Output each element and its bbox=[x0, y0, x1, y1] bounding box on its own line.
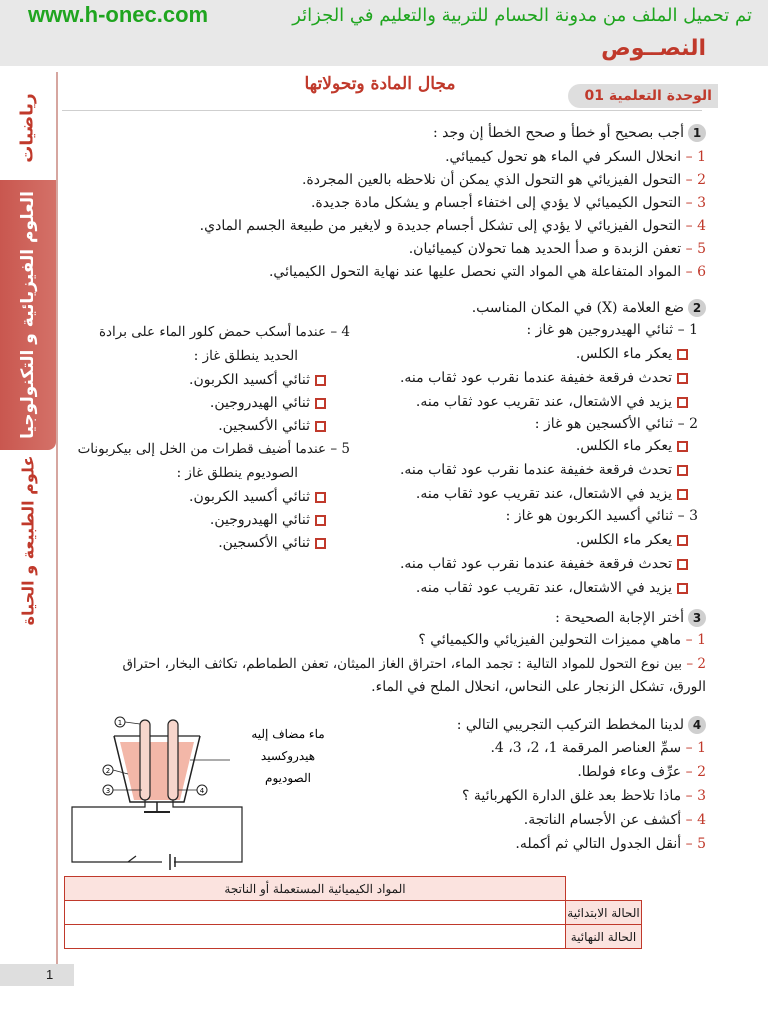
option-text: ثنائي الهيدروجين. bbox=[209, 395, 310, 411]
option-text: يزيد في الاشتعال، عند تقريب عود ثقاب منه. bbox=[415, 486, 672, 502]
item-number: 3 – bbox=[685, 788, 706, 804]
table-corner bbox=[566, 877, 642, 901]
sidebar-tab-biology[interactable] bbox=[0, 455, 56, 625]
domain-title: مجال المادة وتحولاتها bbox=[304, 74, 456, 94]
marker-1: 1 bbox=[117, 719, 123, 727]
q1-item bbox=[200, 218, 706, 234]
option-text: يزيد في الاشتعال، عند تقريب عود ثقاب منه. bbox=[415, 394, 672, 410]
option-text: يعكر ماء الكلس. bbox=[575, 438, 672, 454]
wire-left bbox=[72, 800, 162, 862]
checkbox-option[interactable] bbox=[218, 535, 326, 551]
q2-subquestion: 4 – عندما أسكب حمض كلور الماء على برادة bbox=[98, 324, 350, 340]
item-number: 1 – bbox=[685, 149, 706, 165]
option-text: ثنائي الهيدروجين. bbox=[209, 512, 310, 528]
checkbox-option[interactable] bbox=[416, 394, 688, 410]
checkbox-icon[interactable] bbox=[677, 373, 688, 384]
q2-subquestion: 1 – ثنائي الهيدروجين هو غاز : bbox=[526, 322, 698, 338]
item-number: 5 – bbox=[685, 836, 706, 852]
table-cell[interactable] bbox=[65, 925, 566, 949]
checkbox-icon[interactable] bbox=[315, 515, 326, 526]
q1-prompt-text: أجب بصحيح أو خطأ و صحح الخطأ إن وجد : bbox=[432, 125, 684, 141]
item-text: انحلال السكر في الماء هو تحول كيميائي. bbox=[445, 149, 682, 165]
checkbox-icon[interactable] bbox=[677, 397, 688, 408]
option-text: ثنائي الأكسجين. bbox=[218, 418, 310, 434]
item-text: المواد المتفاعلة هي المواد التي نحصل عليها عند نهاية التحول الكيميائي. bbox=[268, 264, 682, 280]
option-text: تحدث فرقعة خفيفة عندما نقرب عود ثقاب منه. bbox=[399, 370, 672, 386]
checkbox-option[interactable] bbox=[400, 370, 688, 386]
diagram-label: الصوديوم bbox=[265, 771, 311, 785]
item-number: 4 – bbox=[685, 218, 706, 234]
q1-item bbox=[269, 264, 706, 280]
q1-item bbox=[311, 195, 706, 211]
table-row bbox=[65, 901, 642, 925]
q4-item bbox=[577, 764, 706, 780]
checkbox-option[interactable] bbox=[416, 486, 688, 502]
item-number: 2 – bbox=[686, 656, 706, 672]
q4-item bbox=[515, 836, 706, 852]
table-col-header: المواد الكيميائية المستعملة أو الناتجة bbox=[65, 877, 566, 901]
page-number-box bbox=[0, 964, 74, 986]
option-text: تحدث فرقعة خفيفة عندما نقرب عود ثقاب منه. bbox=[399, 462, 672, 478]
checkbox-option[interactable] bbox=[576, 438, 688, 454]
sidebar-tab-label: رياضيات bbox=[18, 93, 39, 163]
checkbox-icon[interactable] bbox=[315, 538, 326, 549]
item-text: ماهي مميزات التحولين الفيزيائي والكيميائي ؟ bbox=[418, 632, 682, 648]
checkbox-icon[interactable] bbox=[677, 489, 688, 500]
q1-prompt bbox=[433, 124, 706, 142]
item-number: 6 – bbox=[685, 264, 706, 280]
checkbox-option[interactable] bbox=[189, 372, 326, 388]
checkbox-option[interactable] bbox=[400, 556, 688, 572]
unit-label-box bbox=[568, 84, 718, 108]
q2-subquestion-cont: الصوديوم ينطلق غاز : bbox=[176, 465, 298, 481]
checkbox-icon[interactable] bbox=[315, 375, 326, 386]
q4-item bbox=[462, 788, 706, 804]
electrode-tube-right bbox=[168, 720, 178, 800]
checkbox-option[interactable] bbox=[210, 512, 326, 528]
q2-subquestion-cont: الحديد ينطلق غاز : bbox=[193, 348, 298, 364]
table-row-header: الحالة النهائية bbox=[566, 925, 642, 949]
sidebar-tab-math[interactable] bbox=[0, 78, 56, 178]
wire-right bbox=[173, 800, 242, 862]
checkbox-icon[interactable] bbox=[677, 583, 688, 594]
item-number: 3 – bbox=[685, 195, 706, 211]
q4-item bbox=[490, 740, 706, 756]
item-text: التحول الفيزيائي هو التحول الذي يمكن أن نلاحظه بالعين المجردة. bbox=[301, 172, 682, 188]
q4-prompt bbox=[457, 716, 706, 734]
checkbox-option[interactable] bbox=[400, 462, 688, 478]
table-cell[interactable] bbox=[65, 901, 566, 925]
diagram-label: ماء مضاف إليه bbox=[251, 727, 325, 741]
checkbox-option[interactable] bbox=[189, 489, 326, 505]
q4-item bbox=[524, 812, 706, 828]
diagram-label: هيدروكسيد bbox=[260, 749, 316, 763]
banner-caption: تم تحميل الملف من مدونة الحسام للتربية والتعليم في الجزائر bbox=[292, 4, 752, 26]
q1-item bbox=[409, 241, 706, 257]
checkbox-icon[interactable] bbox=[315, 492, 326, 503]
q3-item-cont: الورق، تشكل الزنجار على النحاس، انحلال الملح في الماء. bbox=[371, 679, 706, 695]
question-number-badge: 1 bbox=[688, 124, 706, 142]
checkbox-icon[interactable] bbox=[677, 535, 688, 546]
checkbox-icon[interactable] bbox=[677, 441, 688, 452]
checkbox-option[interactable] bbox=[576, 532, 688, 548]
item-text: بين نوع التحول للمواد التالية : تجمد الماء، احتراق الغاز الميثان، تعفن الطماطم، تكاثف البخار، احتراق bbox=[122, 656, 683, 672]
unit-label: الوحدة التعلمية 01 bbox=[584, 88, 712, 104]
table-row bbox=[65, 925, 642, 949]
checkbox-icon[interactable] bbox=[315, 421, 326, 432]
option-text: ثنائي أكسيد الكربون. bbox=[189, 372, 310, 388]
question-number-badge: 4 bbox=[688, 716, 706, 734]
switch bbox=[128, 856, 136, 862]
results-table bbox=[64, 876, 642, 949]
table-row-header: الحالة الابتدائية bbox=[566, 901, 642, 925]
checkbox-icon[interactable] bbox=[315, 398, 326, 409]
item-text: التحول الكيميائي لا يؤدي إلى اختفاء أجسام و يشكل مادة جديدة. bbox=[310, 195, 682, 211]
item-number: 2 – bbox=[685, 764, 706, 780]
sidebar-divider bbox=[56, 72, 58, 977]
item-text: ماذا تلاحظ بعد غلق الدارة الكهربائية ؟ bbox=[461, 788, 682, 804]
marker-3: 3 bbox=[105, 787, 111, 795]
header-rule bbox=[62, 110, 702, 111]
question-number-badge: 2 bbox=[688, 299, 706, 317]
table-header-row bbox=[65, 877, 642, 901]
option-text: يعكر ماء الكلس. bbox=[575, 346, 672, 362]
electrolyte-liquid bbox=[120, 742, 194, 800]
checkbox-option[interactable] bbox=[218, 418, 326, 434]
option-text: يعكر ماء الكلس. bbox=[575, 532, 672, 548]
q3-item bbox=[122, 656, 706, 672]
marker-2: 2 bbox=[105, 767, 111, 775]
checkbox-icon[interactable] bbox=[677, 349, 688, 360]
electrode-tube-left bbox=[140, 720, 150, 800]
option-text: يزيد في الاشتعال، عند تقريب عود ثقاب منه. bbox=[415, 580, 672, 596]
checkbox-option[interactable] bbox=[210, 395, 326, 411]
banner-text-row bbox=[0, 2, 768, 28]
checkbox-icon[interactable] bbox=[677, 559, 688, 570]
item-text: تعفن الزبدة و صدأ الحديد هما تحولان كيميائيان. bbox=[408, 241, 682, 257]
q2-prompt bbox=[472, 299, 706, 317]
item-number: 4 – bbox=[685, 812, 706, 828]
item-text: سمِّ العناصر المرقمة 1، 2، 3، 4. bbox=[490, 740, 682, 756]
q2-subquestion: 5 – عندما أضيف قطرات من الخل إلى بيكربونات bbox=[77, 441, 350, 457]
item-text: أنقل الجدول التالي ثم أكمله. bbox=[515, 836, 682, 852]
item-text: أكشف عن الأجسام الناتجة. bbox=[523, 812, 682, 828]
marker-4: 4 bbox=[199, 787, 205, 795]
q3-item bbox=[418, 632, 706, 648]
item-text: التحول الفيزيائي لا يؤدي إلى تشكل أجسام جديدة و لايغير من طبيعة الجسم المادي. bbox=[199, 218, 682, 234]
q3-prompt bbox=[555, 609, 706, 627]
section-title: النصــوص bbox=[601, 36, 706, 61]
q1-item bbox=[302, 172, 706, 188]
sidebar-tab-label: العلوم الفيزيائية و التكنولوجيا bbox=[18, 191, 39, 439]
checkbox-option[interactable] bbox=[416, 580, 688, 596]
question-number-badge: 3 bbox=[688, 609, 706, 627]
volta-cell-diagram bbox=[62, 712, 402, 872]
item-number: 5 – bbox=[685, 241, 706, 257]
q2-prompt-text: ضع العلامة (X) في المكان المناسب. bbox=[471, 300, 684, 316]
q2-subquestion: 3 – ثنائي أكسيد الكربون هو غاز : bbox=[505, 508, 698, 524]
q2-subquestion: 2 – ثنائي الأكسجين هو غاز : bbox=[534, 416, 698, 432]
banner-url[interactable]: www.h-onec.com bbox=[28, 2, 209, 27]
option-text: ثنائي الأكسجين. bbox=[218, 535, 310, 551]
q4-prompt-text: لدينا المخطط التركيب التجريبي التالي : bbox=[456, 717, 684, 733]
item-text: عرِّف وعاء فولطا. bbox=[577, 764, 682, 780]
item-number: 2 – bbox=[685, 172, 706, 188]
page-number: 1 bbox=[46, 967, 54, 982]
q3-prompt-text: أختر الإجابة الصحيحة : bbox=[555, 610, 684, 626]
checkbox-icon[interactable] bbox=[677, 465, 688, 476]
item-number: 1 – bbox=[685, 632, 706, 648]
option-text: تحدث فرقعة خفيفة عندما نقرب عود ثقاب منه. bbox=[399, 556, 672, 572]
sidebar-tab-physics[interactable] bbox=[0, 180, 56, 450]
q1-item bbox=[445, 149, 706, 165]
option-text: ثنائي أكسيد الكربون. bbox=[189, 489, 310, 505]
sidebar-tab-label: علوم الطبيعة و الحياة bbox=[18, 455, 38, 625]
checkbox-option[interactable] bbox=[576, 346, 688, 362]
item-number: 1 – bbox=[685, 740, 706, 756]
